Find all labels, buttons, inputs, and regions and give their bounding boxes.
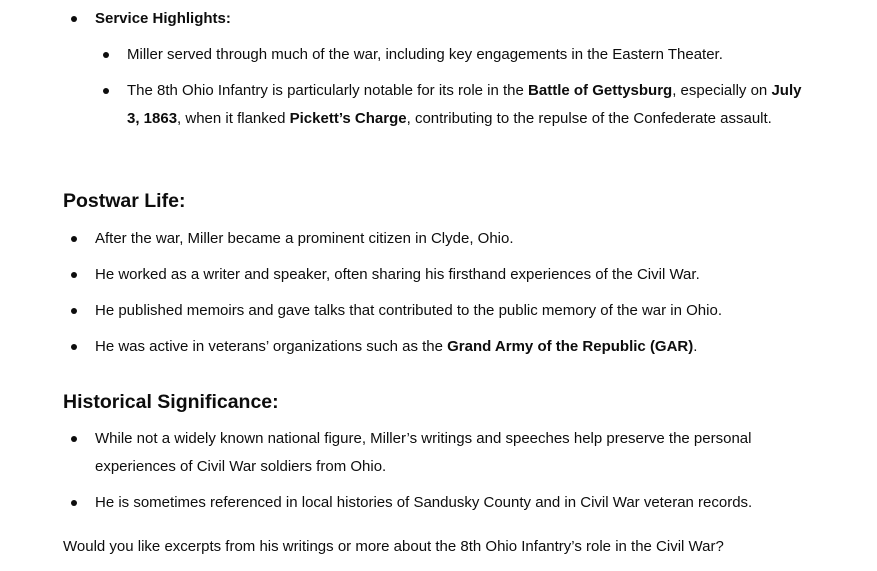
bullet-icon <box>71 344 77 350</box>
bullet-icon <box>71 16 77 22</box>
service-highlights-label: Service Highlights: <box>95 10 231 27</box>
section-heading: Historical Significance: <box>63 391 279 413</box>
list-item-text: He worked as a writer and speaker, often sharing his firsthand experiences of the Civil War. <box>95 266 700 283</box>
bullet-icon <box>103 88 109 94</box>
bullet-icon <box>103 52 109 58</box>
bullet-icon <box>71 272 77 278</box>
list-item-text: While not a widely known national figure, Miller’s writings and speeches help preserve the personal experiences of Civil War soldiers from Ohio. <box>95 430 752 475</box>
closing-question: Would you like excerpts from his writings or more about the 8th Ohio Infantry’s role in the Civil War? <box>63 538 724 555</box>
list-item-text: After the war, Miller became a prominent citizen in Clyde, Ohio. <box>95 230 514 247</box>
bullet-icon <box>71 500 77 506</box>
section-heading: Postwar Life: <box>63 190 186 212</box>
bullet-icon <box>71 236 77 242</box>
list-item-text: The 8th Ohio Infantry is particularly notable for its role in the Battle of Gettysburg, especially on July 3, 1863, when it flanked Pickett’s Charge, contributing to the repulse of the Confederate assault. <box>127 82 802 127</box>
list-item-text: Miller served through much of the war, including key engagements in the Eastern Theater. <box>127 46 723 63</box>
bullet-icon <box>71 436 77 442</box>
list-item-text: He published memoirs and gave talks that contributed to the public memory of the war in Ohio. <box>95 302 722 319</box>
list-item-text: He is sometimes referenced in local histories of Sandusky County and in Civil War veteran records. <box>95 494 753 511</box>
bullet-icon <box>71 308 77 314</box>
list-item-text: He was active in veterans’ organizations such as the Grand Army of the Republic (GAR). <box>95 338 698 355</box>
